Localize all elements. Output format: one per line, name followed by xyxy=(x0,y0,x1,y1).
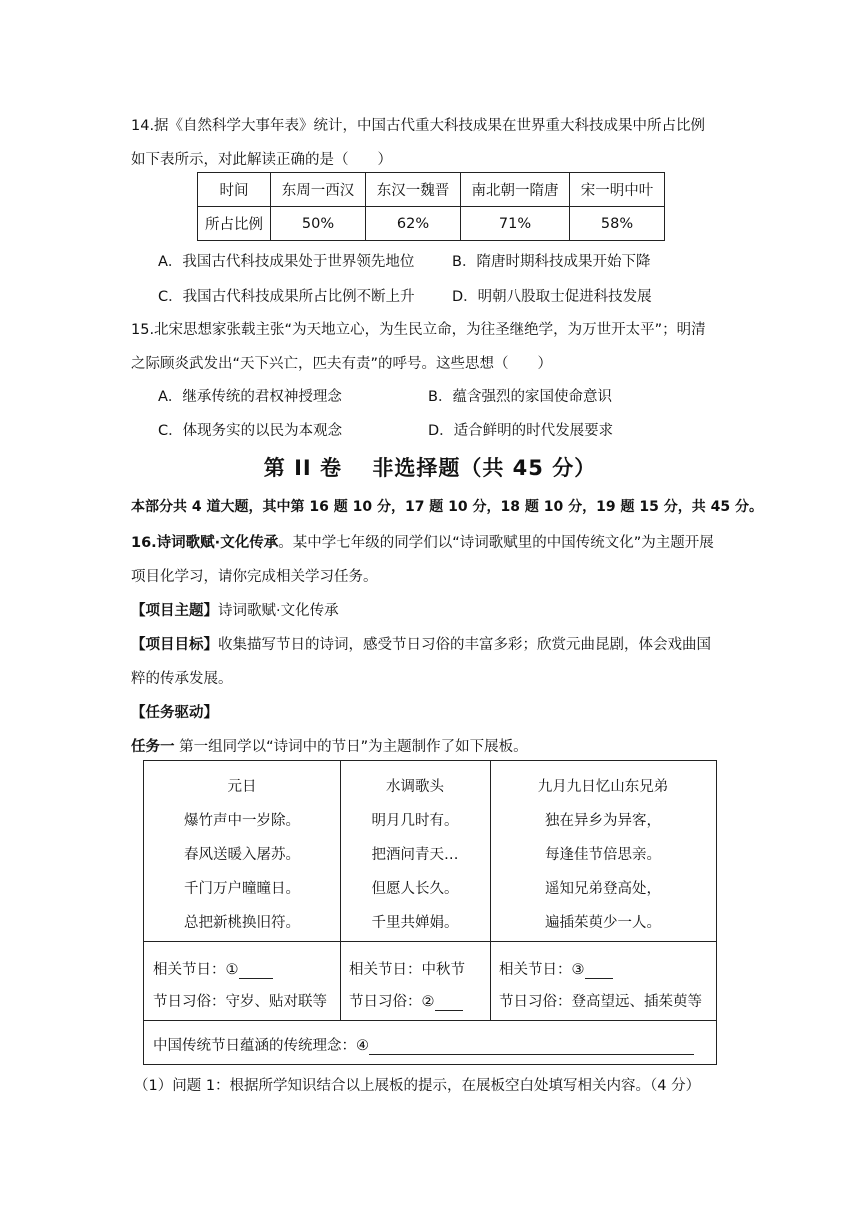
poem-line: 遍插茱萸少一人。 xyxy=(545,915,661,931)
col1-festival xyxy=(153,958,273,979)
q16-goal-line1 xyxy=(131,633,711,654)
section-intro: 本部分共 4 道大题，其中第 16 题 10 分，17 题 10 分，18 题 10 分，19 题 15 分，共 45 分。 xyxy=(131,499,763,515)
q15-option-d: D．适合鲜明的时代发展要求 xyxy=(428,423,614,439)
poem-line: 独在异乡为异客， xyxy=(545,813,661,829)
table-cell: 东周一西汉 xyxy=(271,173,366,207)
col3-festival xyxy=(499,958,613,979)
poem-line: 总把新桃换旧符。 xyxy=(184,915,300,931)
task1-line xyxy=(131,735,528,756)
col2-festival: 相关节日：中秋节 xyxy=(349,962,465,978)
concept-row xyxy=(153,1034,694,1055)
answer-blank-3[interactable] xyxy=(585,962,613,979)
goal-label: 【项目目标】 xyxy=(131,637,218,653)
poem-line: 春风送暖入屠苏。 xyxy=(184,847,300,863)
q16-question1: （1）问题 1：根据所学知识结合以上展板的提示，在展板空白处填写相关内容。（4 分） xyxy=(134,1078,701,1094)
poem-title: 水调歌头 xyxy=(386,779,444,795)
poem-title: 元日 xyxy=(227,779,257,795)
q16-stem-rest: 。某中学七年级的同学们以“诗词歌赋里的中国传统文化”为主题开展 xyxy=(278,535,714,551)
q16-theme xyxy=(131,599,339,620)
table-cell: 50% xyxy=(271,207,366,241)
answer-blank-1[interactable] xyxy=(239,962,273,979)
poem-line: 每逢佳节倍思亲。 xyxy=(545,847,661,863)
table-cell: 时间 xyxy=(198,173,271,207)
task1-label: 任务一 xyxy=(131,739,175,755)
poem-line: 明月几时有。 xyxy=(371,813,459,829)
table-cell: 南北朝一隋唐 xyxy=(461,173,570,207)
table-cell: 58% xyxy=(570,207,665,241)
q14-ratio-table xyxy=(197,172,665,241)
table-cell: 东汉一魏晋 xyxy=(366,173,461,207)
task1-text: 第一组同学以“诗词中的节日”为主题制作了如下展板。 xyxy=(174,739,528,755)
table-row xyxy=(198,207,665,241)
q14-option-d: D．明朝八股取士促进科技发展 xyxy=(452,289,652,305)
col1-custom: 节日习俗：守岁、贴对联等 xyxy=(153,994,327,1010)
divider xyxy=(144,941,716,942)
q14-stem-line1: 14.据《自然科学大事年表》统计，中国古代重大科技成果在世界重大科技成果中所占比例 xyxy=(131,118,706,134)
q14-option-a: A．我国古代科技成果处于世界领先地位 xyxy=(158,254,415,270)
goal-text: 收集描写节日的诗词，感受节日习俗的丰富多彩；欣赏元曲昆剧，体会戏曲国 xyxy=(218,637,711,653)
q15-option-c: C．体现务实的以民为本观念 xyxy=(158,423,343,439)
poem-title: 九月九日忆山东兄弟 xyxy=(537,779,669,795)
theme-label: 【项目主题】 xyxy=(131,603,218,619)
custom-label: 节日习俗：② xyxy=(349,994,435,1010)
poem-line: 但愿人长久。 xyxy=(371,881,459,897)
q15-stem-line1: 15.北宋思想家张载主张“为天地立心，为生民立命，为往圣继绝学，为万世开太平”；明清 xyxy=(131,322,706,338)
table-cell: 宋一明中叶 xyxy=(570,173,665,207)
table-cell: 71% xyxy=(461,207,570,241)
q15-stem-line2: 之际顾炎武发出“天下兴亡，匹夫有责”的呼号。这些思想（ ） xyxy=(131,356,553,372)
festival-label: 相关节日：③ xyxy=(499,962,585,978)
q15-option-a: A．继承传统的君权神授理念 xyxy=(158,389,342,405)
divider xyxy=(144,1020,716,1021)
q14-option-c: C．我国古代科技成果所占比例不断上升 xyxy=(158,289,415,305)
festival-board xyxy=(143,760,717,1065)
table-cell: 所占比例 xyxy=(198,207,271,241)
col2-custom xyxy=(349,990,463,1011)
poem-line: 爆竹声中一岁除。 xyxy=(184,813,300,829)
q16-stem-label: 16.诗词歌赋·文化传承 xyxy=(131,535,279,551)
section-title: 第 II 卷 非选择题（共 45 分） xyxy=(263,456,597,480)
q16-stem-line1 xyxy=(131,531,714,552)
q15-option-b: B．蕴含强烈的家国使命意识 xyxy=(428,389,612,405)
poem-line: 把酒问青天… xyxy=(371,847,459,863)
table-cell: 62% xyxy=(366,207,461,241)
poem-line: 千里共婵娟。 xyxy=(371,915,459,931)
q16-stem-line2: 项目化学习，请你完成相关学习任务。 xyxy=(131,569,378,585)
q16-goal-line2: 粹的传承发展。 xyxy=(131,671,233,687)
poem-line: 千门万户曈曈日。 xyxy=(184,881,300,897)
col3-custom: 节日习俗：登高望远、插茱萸等 xyxy=(499,994,702,1010)
q14-option-b: B．隋唐时期科技成果开始下降 xyxy=(452,254,651,270)
q14-stem-line2: 如下表所示，对此解读正确的是（ ） xyxy=(131,152,392,168)
festival-label: 相关节日：① xyxy=(153,962,239,978)
table-header-row xyxy=(198,173,665,207)
answer-blank-4[interactable] xyxy=(369,1038,694,1055)
answer-blank-2[interactable] xyxy=(435,994,463,1011)
theme-text: 诗词歌赋·文化传承 xyxy=(218,603,339,619)
concept-label: 中国传统节日蕴涵的传统理念：④ xyxy=(153,1038,369,1054)
task-drive-label: 【任务驱动】 xyxy=(131,705,218,721)
poem-line: 遥知兄弟登高处， xyxy=(545,881,661,897)
